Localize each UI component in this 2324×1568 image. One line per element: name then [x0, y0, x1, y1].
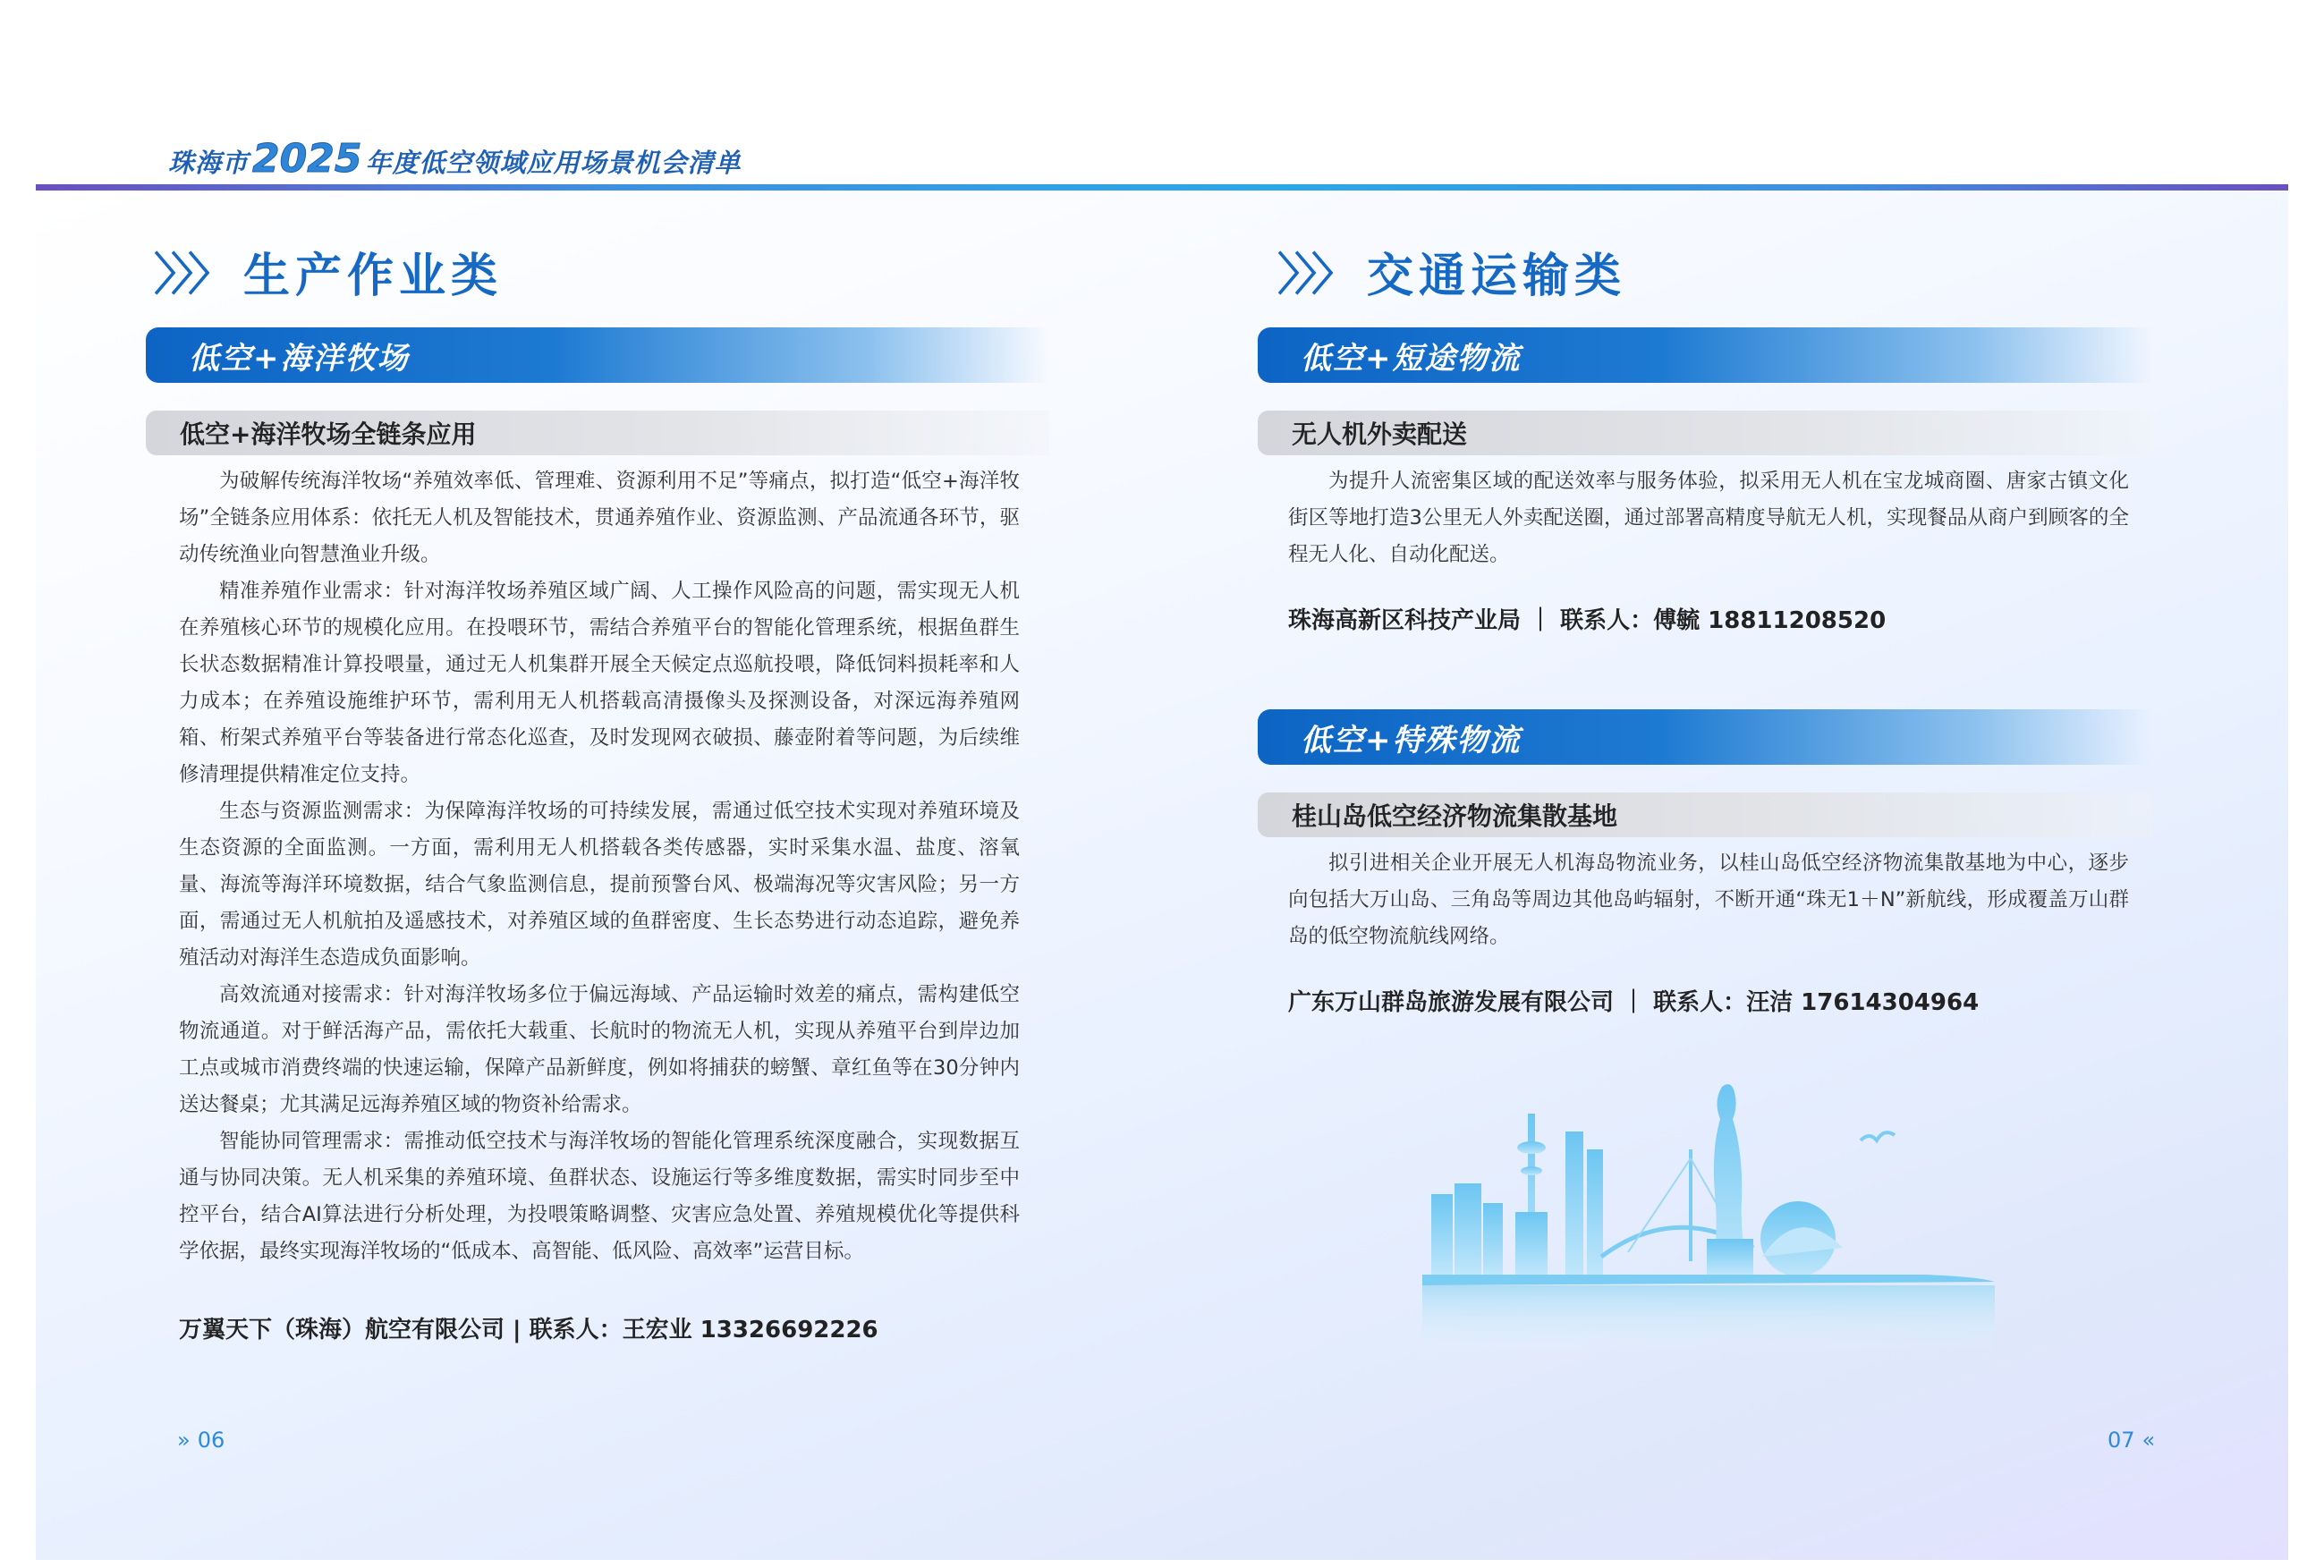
left-category-title: 生产作业类 [243, 249, 504, 303]
double-chevron-left-icon: « [2142, 1428, 2156, 1453]
right-paragraph-2: 拟引进相关企业开展无人机海岛物流业务，以桂山岛低空经济物流集散基地为中心，逐步向包括大万山岛、三角岛等周边其他岛屿辐射，不断开通“珠无1＋N”新航线，形成覆盖万山群岛的低空物流航线网络。 [1288, 852, 2129, 948]
left-body-text [179, 463, 1020, 1270]
left-paragraph-3: 生态与资源监测需求：为保障海洋牧场的可持续发展，需通过低空技术实现对养殖环境及生态资源的全面监测。一方面，需利用无人机搭载各类传感器，实时采集水温、盐度、溶氧量、海流等海洋环境数据，结合气象监测信息，提前预警台风、极端海况等灾害风险；另一方面，需通过无人机航拍及遥感技术，对养殖区域的鱼群密度、生长态势进行动态追踪，避免养殖活动对海洋生态造成负面影响。 [179, 800, 1020, 970]
right-contact-2: 广东万山群岛旅游发展有限公司 ｜ 联系人：汪洁 17614304964 [1288, 989, 1980, 1016]
right-section-band-2-label: 低空+特殊物流 [1301, 722, 1522, 759]
right-contact-1: 珠海高新区科技产业局 ｜ 联系人：傅毓 18811208520 [1288, 607, 1887, 634]
right-category-title: 交通运输类 [1367, 249, 1627, 303]
right-category-heading [1277, 240, 1626, 302]
left-sub-title: 低空+海洋牧场全链条应用 [180, 420, 477, 449]
header-suffix: 年度低空领域应用场景机会清单 [365, 148, 742, 178]
header-prefix: 珠海市 [168, 148, 250, 178]
right-section-band-2 [1258, 709, 2152, 765]
right-sub-title-band-2 [1258, 792, 2152, 837]
left-sub-title-band [146, 411, 1049, 455]
right-sub-title-1: 无人机外卖配送 [1292, 420, 1468, 449]
left-paragraph-4: 高效流通对接需求：针对海洋牧场多位于偏远海域、产品运输时效差的痛点，需构建低空物流通道。对于鲜活海产品，需依托大载重、长航时的物流无人机，实现从养殖平台到岸边加工点或城市消费终端的快速运输，保障产品新鲜度，例如将捕获的螃蟹、章红鱼等在30分钟内送达餐桌；尤其满足远海养殖区域的物资补给需求。 [179, 983, 1020, 1116]
right-sub-title-band-1 [1258, 411, 2152, 455]
left-contact: 万翼天下（珠海）航空有限公司 | 联系人：王宏业 13326692226 [179, 1317, 878, 1343]
right-paragraph-1: 为提升人流密集区域的配送效率与服务体验，拟采用无人机在宝龙城商圈、唐家古镇文化街区等地打造3公里无人外卖配送圈，通过部署高精度导航无人机，实现餐品从商户到顾客的全程无人化、自动化配送。 [1288, 470, 2129, 566]
left-page-number-value: 06 [197, 1428, 225, 1453]
left-paragraph-5: 智能协同管理需求：需推动低空技术与海洋牧场的智能化管理系统深度融合，实现数据互通与协同决策。无人机采集的养殖环境、鱼群状态、设施运行等多维度数据，需实时同步至中控平台，结合AI算法进行分析处理，为投喂策略调整、灾害应急处置、养殖规模优化等提供科学依据，最终实现海洋牧场的“低成本、高智能、低风险、高效率”运营目标。 [179, 1130, 1020, 1263]
left-page-number [177, 1428, 225, 1453]
left-section-band-label: 低空+海洋牧场 [189, 340, 410, 377]
right-body-text-2 [1288, 845, 2129, 955]
left-section-band [146, 327, 1049, 383]
double-chevron-right-icon: » [177, 1428, 191, 1453]
zhuhai-skyline-illustration [1422, 1078, 2031, 1355]
header-divider [36, 184, 2288, 191]
left-category-heading [154, 240, 503, 302]
header-year: 2025 [252, 136, 362, 182]
right-sub-title-2: 桂山岛低空经济物流集散基地 [1292, 801, 1618, 831]
right-section-band-1-label: 低空+短途物流 [1301, 340, 1522, 377]
document-header [168, 136, 742, 182]
triple-chevron-icon: 〉〉〉 [1277, 249, 1351, 301]
right-page-number-value: 07 [2108, 1428, 2135, 1453]
right-page-number [2108, 1428, 2155, 1453]
right-body-text-1 [1288, 463, 2129, 573]
right-section-band-1 [1258, 327, 2152, 383]
triple-chevron-icon: 〉〉〉 [154, 249, 227, 301]
left-paragraph-1: 为破解传统海洋牧场“养殖效率低、管理难、资源利用不足”等痛点，拟打造“低空+海洋牧场”全链条应用体系：依托无人机及智能技术，贯通养殖作业、资源监测、产品流通各环节，驱动传统渔业向智慧渔业升级。 [179, 470, 1020, 566]
left-paragraph-2: 精准养殖作业需求：针对海洋牧场养殖区域广阔、人工操作风险高的问题，需实现无人机在养殖核心环节的规模化应用。在投喂环节，需结合养殖平台的智能化管理系统，根据鱼群生长状态数据精准计算投喂量，通过无人机集群开展全天候定点巡航投喂，降低饲料损耗率和人力成本；在养殖设施维护环节，需利用无人机搭载高清摄像头及探测设备，对深远海养殖网箱、桁架式养殖平台等装备进行常态化巡查，及时发现网衣破损、藤壶附着等问题，为后续维修清理提供精准定位支持。 [179, 580, 1020, 786]
